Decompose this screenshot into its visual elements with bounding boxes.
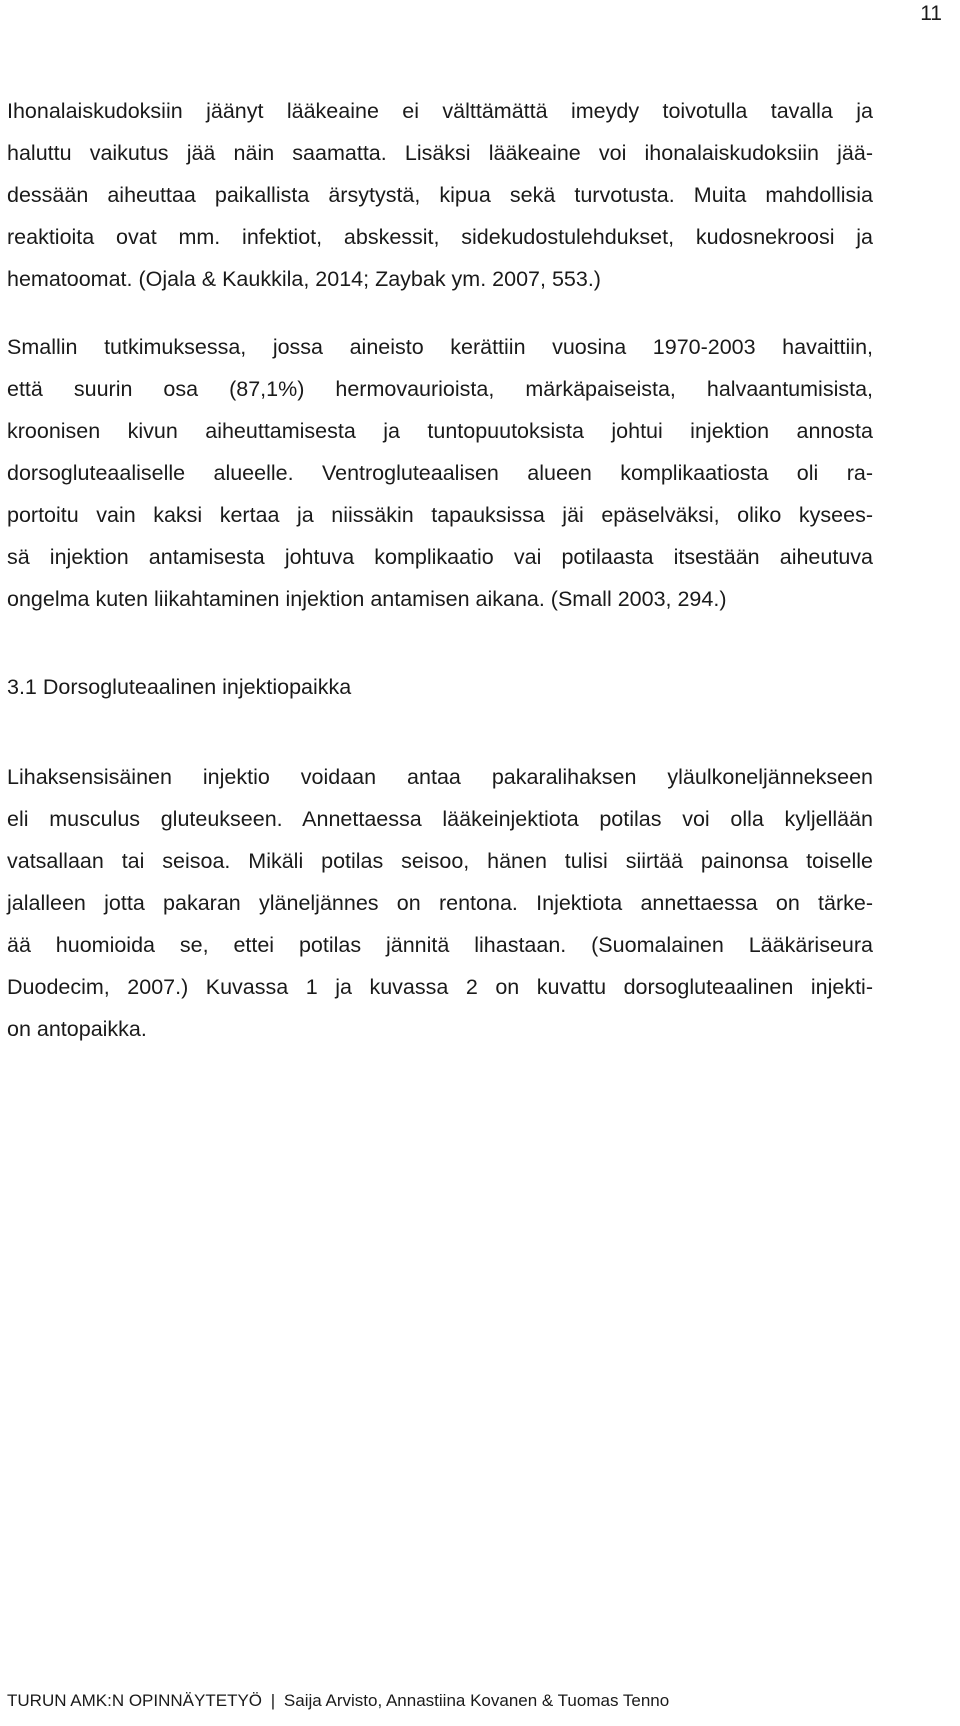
footer-separator: | [270, 1691, 276, 1710]
body-paragraph-1 [7, 90, 873, 300]
footer-authors: Saija Arvisto, Annastiina Kovanen & Tuomas Tenno [283, 1691, 670, 1710]
text-line: Duodecim, 2007.) Kuvassa 1 ja kuvassa 2 on kuvattu dorsogluteaalinen injekti- [7, 975, 873, 999]
body-paragraph-3 [7, 756, 873, 1050]
text-line: ää huomioida se, ettei potilas jännitä lihastaan. (Suomalainen Lääkäriseura [7, 933, 873, 957]
text-line: dorsogluteaaliselle alueelle. Ventrogluteaalisen alueen komplikaatiosta oli ra- [7, 461, 873, 485]
text-line: reaktioita ovat mm. infektiot, abskessit, sidekudostulehdukset, kudosnekroosi ja [7, 225, 873, 249]
text-line: eli musculus gluteukseen. Annettaessa lääkeinjektiota potilas voi olla kyljellään [7, 807, 873, 831]
text-line: portoitu vain kaksi kertaa ja niissäkin tapauksissa jäi epäselväksi, oliko kysees- [7, 503, 873, 527]
text-line: haluttu vaikutus jää näin saamatta. Lisäksi lääkeaine voi ihonalaiskudoksiin jää- [7, 141, 873, 165]
footer-institution: TURUN AMK:N OPINNÄYTETYÖ [7, 1691, 263, 1710]
body-paragraph-2 [7, 326, 873, 620]
text-line: jalalleen jotta pakaran yläneljännes on rentona. Injektiota annettaessa on tärke- [7, 891, 873, 915]
text-line: on antopaikka. [7, 1017, 147, 1041]
text-line: sä injektion antamisesta johtuva komplikaatio vai potilaasta itsestään aiheutuva [7, 545, 873, 569]
text-line: ongelma kuten liikahtaminen injektion antamisen aikana. (Small 2003, 294.) [7, 587, 727, 611]
text-line: hematoomat. (Ojala & Kaukkila, 2014; Zaybak ym. 2007, 553.) [7, 267, 601, 291]
section-heading: 3.1 Dorsogluteaalinen injektiopaikka [7, 675, 352, 699]
page-number: 11 [920, 2, 942, 25]
page-footer [7, 1691, 669, 1711]
text-line: Smallin tutkimuksessa, jossa aineisto kerättiin vuosina 1970-2003 havaittiin, [7, 335, 873, 359]
text-line: Ihonalaiskudoksiin jäänyt lääkeaine ei välttämättä imeydy toivotulla tavalla ja [7, 99, 873, 123]
text-line: että suurin osa (87,1%) hermovaurioista, märkäpaiseista, halvaantumisista, [7, 377, 873, 401]
text-line: vatsallaan tai seisoa. Mikäli potilas seisoo, hänen tulisi siirtää painonsa toiselle [7, 849, 873, 873]
text-line: dessään aiheuttaa paikallista ärsytystä, kipua sekä turvotusta. Muita mahdollisia [7, 183, 873, 207]
text-line: Lihaksensisäinen injektio voidaan antaa pakaralihaksen yläulkoneljännekseen [7, 765, 873, 789]
text-line: kroonisen kivun aiheuttamisesta ja tuntopuutoksista johtui injektion annosta [7, 419, 873, 443]
